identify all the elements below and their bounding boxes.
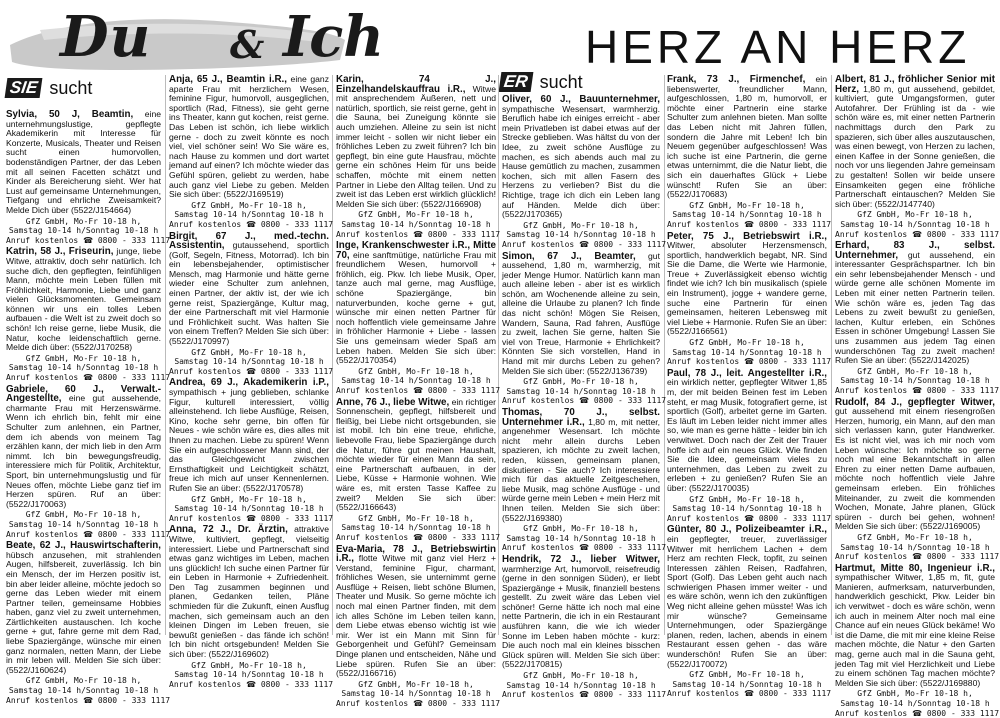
personal-ad <box>169 230 334 377</box>
ad-contact-footer <box>835 689 1000 718</box>
footer-call-label: Anruf kostenlos <box>336 532 414 542</box>
personal-ad <box>336 240 501 396</box>
footer-hours: Samstag 10-14 h/Sonntag 10-18 h <box>672 210 822 220</box>
ad-body: 1,80 m, gut aussehend, gebildet, kultiviert, gute Umgangsformen, guter Autofahrer. Der Frühling ist da - wie schön wäre es, mit einer netten Partnerin nachmittags durch den Park zu spazieren, sich über alles auszutauschen, was einen bewegt, von Herzen zu lachen, einen Kaffee in der Sonne genießen, die noch vor uns liegenden Jahre gemeinsam zu gestalten! Sollen wir beide unsere Einsamkeiten gegen eine fröhliche Partnerschaft eintauschen? Melden Sie sich über: (5522/J147740) <box>835 83 995 209</box>
footer-call <box>502 239 667 250</box>
footer-hours: Samstag 10-14 h/Sonntag 10-18 h <box>174 504 324 514</box>
footer-call-label: Anruf kostenlos <box>502 690 580 700</box>
footer-call-label: Anruf kostenlos <box>336 229 414 239</box>
footer-hours: Samstag 10-14 h/Sonntag 10-18 h <box>341 376 491 386</box>
ad-body: junge, liebe Witwe, attraktiv, doch sehr natürlich. Ich suche dich, den gepflegten, feinfühligen Mann, möchte mein Leben füllen mit Fröhlichkeit, Harmonie, Liebe und ganz vielen Glücksmomenten. Gemeinsam können wir uns ein tolles Leben aufbauen - die Welt ist zu zweit doch so schön! Ich reise gerne, liebe Musik, die Natur, koche leidenschaftlich gerne. Melde dich über: (5522/J170258) <box>6 246 161 353</box>
ad-text <box>502 555 660 670</box>
footer-phone-number: 0800 - 333 1117 <box>97 373 171 383</box>
footer-company: GfZ GmbH, Mo-Fr 10-18 h, <box>358 679 474 689</box>
column-divider <box>165 75 166 635</box>
footer-phone-number: 0800 - 333 1117 <box>260 366 334 376</box>
ad-contact-footer <box>502 524 667 553</box>
personal-ad <box>667 524 832 699</box>
footer-company: GfZ GmbH, Mo-Fr 10-18 h, <box>25 353 142 363</box>
personal-ad <box>835 562 1000 718</box>
footer-call <box>835 552 1000 562</box>
ad-text <box>336 241 496 366</box>
ad-title: Simon, 67 J., Beamter, <box>502 250 636 262</box>
footer-call-label: Anruf kostenlos <box>667 513 745 523</box>
ad-text <box>835 564 995 689</box>
ad-contact-footer <box>169 494 334 524</box>
footer-call-label: Anruf kostenlos <box>169 219 247 229</box>
footer-company: GfZ GmbH, Mo-Fr 10-18 h, <box>857 689 973 699</box>
footer-phone-number: 0800 - 333 1117 <box>260 679 334 689</box>
footer-call-label: Anruf kostenlos <box>835 552 913 562</box>
footer-call <box>6 373 171 383</box>
personal-ad <box>835 74 1000 239</box>
footer-call <box>169 679 334 690</box>
footer-call <box>502 396 667 406</box>
column-divider <box>332 75 333 635</box>
footer-hours: Samstag 10-14 h/Sonntag 10-18 h <box>840 542 990 552</box>
footer-call <box>336 229 501 240</box>
ad-body: attraktive Witwe, kultiviert, gepflegt, vielseitig interessiert. Liebe und Partnerschaft sind etwas ganz wichtiges im Leben, machen uns glücklich! Ich suche einen Partner für ein Leben in Harmonie + Zufriedenheit. Den Tag zusammen beginnen und planen, Gedanken teilen, Pläne schmieden für die Zukunft, einen Ausflug machen, sich gemeinsam auch an den kleinen Dingen im Leben freuen, sie bewußt genießen - das fände ich schön! Ich bin nicht ortsgebunden! Melden Sie sich über: (5522/J169602) <box>169 524 329 660</box>
footer-phone-number: 0800 - 333 1117 <box>97 235 171 245</box>
footer-call-label: Anruf kostenlos <box>667 219 745 229</box>
ad-contact-footer <box>6 216 171 246</box>
footer-company: GfZ GmbH, Mo-Fr 10-18 h, <box>689 338 805 348</box>
ad-title: Paul, 78 J., leit. Angestellter i.R., <box>667 367 827 379</box>
footer-phone-number: 0800 - 333 1117 <box>758 219 832 229</box>
ad-title: Inge, Krankenschwester i.R., Mitte 70, <box>336 240 496 261</box>
ad-title: Albert, 81 J., fröhlicher Senior mit Herz, <box>835 74 995 95</box>
ad-contact-footer <box>502 220 667 250</box>
footer-company: GfZ GmbH, Mo-Fr 10-18 h, <box>523 220 639 230</box>
phone-icon: ☎ <box>744 689 755 699</box>
footer-call-label: Anruf kostenlos <box>336 699 414 708</box>
footer-call <box>667 357 832 367</box>
footer-call <box>169 513 334 524</box>
ad-text <box>169 525 329 659</box>
personal-ad <box>502 94 667 250</box>
footer-phone-number: 0800 - 333 1117 <box>260 219 334 229</box>
ad-contact-footer <box>6 353 171 383</box>
personal-ad <box>502 250 667 407</box>
footer-phone-number: 0800 - 333 1117 <box>427 386 501 395</box>
ad-title: Günter, 80 J., Polizeibeamter i.R., <box>667 524 827 536</box>
footer-company: GfZ GmbH, Mo-Fr 10-18 h, <box>25 510 142 520</box>
personal-ad <box>336 543 501 709</box>
personal-ad <box>502 553 667 700</box>
header-du: Du <box>60 4 152 70</box>
footer-hours: Samstag 10-14 h/Sonntag 10-18 h <box>840 376 990 386</box>
footer-hours: Samstag 10-14 h/Sonntag 10-18 h <box>174 670 324 680</box>
footer-call <box>6 235 171 246</box>
footer-company: GfZ GmbH, Mo-Fr 10-18 h, <box>523 377 639 387</box>
personal-ad <box>169 377 334 523</box>
ad-contact-footer <box>169 660 334 690</box>
personal-ad <box>169 524 334 689</box>
ad-body: 1,80 m, mit netter, angenehmer Wesensart. Ich möchte nicht mehr allein durchs Leben spazieren, ich möchte zu zweit lachen, reden, küssen, gemeinsam planen, diskutieren - Sie auch? Ich interessiere mich für das aktuelle Zeitgeschehen, liebe Musik, mag schöne Ausflüge - und würde gerne mein Leben + mein Herz mit Ihnen teilen. Melden Sie sich über: (5522/J169380) <box>502 416 660 523</box>
section-er-sucht <box>500 72 583 92</box>
ad-contact-footer <box>835 532 1000 562</box>
ad-title: Sylvia, 50 J, Beamtin, <box>6 109 134 120</box>
ad-title: Karin, 74 J., Einzelhandelskauffrau i.R., <box>336 74 496 95</box>
ad-title: Katrin, 58 J., Friseurin, <box>6 246 114 258</box>
footer-phone-number: 0800 - 333 1117 <box>260 513 334 523</box>
footer-call <box>835 386 1000 396</box>
ad-title: Hartmut, Mitte 80, Ingenieur i.R., <box>835 562 995 574</box>
ad-title: Peter, 75 J., Betriebswirt i.R., <box>667 230 827 242</box>
footer-hours: Samstag 10-14 h/Sonntag 10-18 h <box>8 519 159 529</box>
ad-contact-footer <box>835 210 1000 239</box>
column-divider <box>831 75 832 635</box>
personal-ad <box>835 396 1000 562</box>
footer-call-label: Anruf kostenlos <box>6 695 84 705</box>
footer-company: GfZ GmbH, Mo-Fr 10-18 h, <box>523 671 639 681</box>
ad-title: Birgit, 67 J., med.-techn. Assistentin, <box>169 230 329 252</box>
ad-body: ein wirklich netter, gepflegter Witwer 1,85 m, der mit beiden Beinen fest im Leben steht, er mag Musik, fotografiert gerne, ist sportlich (Golf), arbeitet gerne im Garten. Es läuft im Leben leider nicht immer alles so, wie man es gerne hätte - leider bin ich verwitwet. Doch nach der Zeit der Trauer hoffe ich auf ein neues Glück. Wie finden Sie die Idee, gemeinsam vieles zu unternehmen, das Leben zu zweit zu erleben + zu genießen? Rufen Sie an über: (5522/J170035) <box>667 377 827 493</box>
phone-icon: ☎ <box>413 386 424 395</box>
ad-contact-footer <box>336 366 501 396</box>
ad-title: Andrea, 69 J., Akademikerin i.P., <box>169 377 329 389</box>
footer-company: GfZ GmbH, Mo-Fr 10-18 h, <box>358 366 474 376</box>
ad-text <box>835 241 995 366</box>
phone-icon: ☎ <box>246 513 257 523</box>
footer-hours: Samstag 10-14 h/Sonntag 10-18 h <box>341 689 491 699</box>
footer-company: GfZ GmbH, Mo-Fr 10-18 h, <box>25 216 142 226</box>
section-sie-sucht <box>6 78 92 98</box>
phone-icon: ☎ <box>83 373 94 383</box>
footer-hours: Samstag 10-14 h/Sonntag 10-18 h <box>8 363 159 373</box>
footer-company: GfZ GmbH, Mo-Fr 10-18 h, <box>689 670 805 680</box>
footer-call-label: Anruf kostenlos <box>502 543 580 553</box>
footer-phone-number: 0800 - 333 1117 <box>593 690 667 700</box>
ad-title: Gabriele, 60 J., Verwalt.-Angestellte, <box>6 383 161 405</box>
ad-body: sympathisch + jung geblieben, schlanke Figur, kulturell interessiert, völlig alleinstehend. Ich liebe Ausflüge, Reisen, Kino, koche sehr gerne, bin offen für Neues - wie schön wäre es, dies alles mit Ihnen zu machen. Liebe zu spüren! Wenn Sie ein aufgeschlossener Mann sind, der das Gleichgewicht zwischen Ernsthaftigkeit und Leichtigkeit schätzt, freue ich mich auf unser Kennenlernen. Rufen Sie an über: (5522/J170578) <box>169 387 329 493</box>
footer-company: GfZ GmbH, Mo-Fr 10-18 h, <box>689 200 805 210</box>
ad-contact-footer <box>835 366 1000 396</box>
footer-call-label: Anruf kostenlos <box>6 235 84 245</box>
ad-title: Rudolf, 84 J., gepflegter Witwer, <box>835 396 995 408</box>
phone-icon: ☎ <box>744 219 755 229</box>
footer-call-label: Anruf kostenlos <box>667 689 745 699</box>
footer-hours: Samstag 10-14 h/Sonntag 10-18 h <box>506 533 656 543</box>
footer-company: GfZ GmbH, Mo-Fr 10-18 h, <box>857 366 973 376</box>
ad-contact-footer <box>667 670 832 699</box>
phone-icon: ☎ <box>246 366 257 376</box>
footer-call-label: Anruf kostenlos <box>502 239 580 249</box>
phone-icon: ☎ <box>579 690 590 700</box>
footer-phone-number: 0800 - 333 1117 <box>758 357 832 367</box>
footer-call <box>336 532 501 543</box>
footer-phone-number: 0800 - 333 1117 <box>97 695 171 705</box>
footer-company: GfZ GmbH, Mo-Fr 10-18 h, <box>191 494 307 504</box>
ad-body: eine ganz aparte Frau mit herzlichem Wesen, feminine Figur, humorvoll, ausgeglichen, sportlich (Rad, Fitness), sie geht gerne ins Theater, kann gut kochen, reist gerne. Das Leben ist schön, ich liebe wirklich gerne - doch zu zweit könnte es noch viel, viel schöner sein! Wo Sie wäre es, nach Hause zu kommen und dort wartet jemand auf einen? Ich möchte wieder das Gefühl spüren, geliebt zu werden, habe auch ganz viel Liebe zu geben. Melden Sie sich über: (5522/J169519) <box>169 74 329 200</box>
personal-ad <box>336 396 501 543</box>
ad-body: gut aussehend, ein interessanter Gesprächspartner. Ich bin ein sehr lebensbejahender Mensch - und würde gerne alle schönen Momente im Leben mit einer netten Partnerin teilen. Wie schön wäre es, jeden Tag das Lebens zu zweit bewußt zu genießen, lachen, Kultur erleben, ein Schönes Essen in schöner Umgebung! Lassen Sie uns zusammen aus jedem Tag einen wunderschönen Tag zu zweit machen! Rufen Sie an über: (5522/J142025) <box>835 249 995 366</box>
ad-contact-footer <box>169 347 334 377</box>
ad-contact-footer <box>336 679 501 709</box>
footer-phone-number: 0800 - 333 1117 <box>926 552 1000 562</box>
footer-phone-number: 0800 - 333 1117 <box>427 699 501 708</box>
header-ich: Ich <box>283 4 385 70</box>
ad-title: Beate, 62 J., Hauswirtschafterin, <box>6 540 161 552</box>
personal-ad <box>502 407 667 553</box>
phone-icon: ☎ <box>744 357 755 367</box>
footer-hours: Samstag 10-14 h/Sonntag 10-18 h <box>506 230 656 240</box>
footer-call-label: Anruf kostenlos <box>169 679 247 689</box>
footer-phone-number: 0800 - 333 1117 <box>593 396 667 406</box>
ad-text <box>336 398 496 513</box>
footer-hours: Samstag 10-14 h/Sonntag 10-18 h <box>840 219 990 229</box>
footer-company: GfZ GmbH, Mo-Fr 10-18 h, <box>191 660 307 670</box>
phone-icon: ☎ <box>83 695 94 705</box>
phone-icon: ☎ <box>246 679 257 689</box>
phone-icon: ☎ <box>246 219 257 229</box>
footer-call-label: Anruf kostenlos <box>835 229 913 239</box>
footer-phone-number: 0800 - 333 1117 <box>926 708 1000 718</box>
footer-call <box>169 366 334 377</box>
footer-hours: Samstag 10-14 h/Sonntag 10-18 h <box>341 523 491 533</box>
ad-body: ein liebenswerter, freundlicher Mann, aufgeschlossen, 1,80 m, humorvoll, er möchte einer Partnerin eine starke Schulter zum anlehnen bieten. Man sollte das Leben nicht mit Jahren füllen, sondern die Jahre mit Leben! Ich bin Neuem gegenüber aufgeschlossen! Was ich suche ist eine Partnerin, die gerne etwas unternimmt, die die Natur liebt, die sich ein dauerhaftes Glück + Liebe wünscht! Rufen Sie an über: (5522/J170683) <box>667 74 827 200</box>
footer-call-label: Anruf kostenlos <box>835 708 913 718</box>
ad-title: Anna, 72 J., Dr. Ärztin, <box>169 524 288 536</box>
ad-title: Eva-Maria, 78 J., Betriebswirtin i.R., <box>336 543 496 565</box>
footer-call <box>667 689 832 699</box>
personal-ad <box>6 383 171 540</box>
footer-hours: Samstag 10-14 h/Sonntag 10-18 h <box>174 210 324 220</box>
phone-icon: ☎ <box>413 532 424 542</box>
ad-text <box>6 110 161 216</box>
footer-hours: Samstag 10-14 h/Sonntag 10-18 h <box>174 357 324 367</box>
ad-body: eine gut aussehende, charmante Frau mit Herzenswärme. Wenn ich ehrlich bin, fehlt mir eine Schulter zum anlehnen, ein Partner, dem ich abends von meinem Tag erzählen kann, der mich lieb in den Arm nimmt. Ich bin bewegungsfreudig, interessiere mich für Politik, Architektur, Sport, bin unternehmungslustig und für Neues offen, möchte Liebe ganz tief im Herzen spüren. Ruf an über: (5522/J170063) <box>6 393 161 509</box>
footer-call-label: Anruf kostenlos <box>835 386 913 395</box>
phone-icon: ☎ <box>83 529 94 539</box>
footer-phone-number: 0800 - 333 1117 <box>97 529 171 539</box>
footer-call-label: Anruf kostenlos <box>336 386 414 395</box>
footer-call <box>667 513 832 524</box>
personal-ad <box>6 246 171 383</box>
footer-company: GfZ GmbH, Mo-Fr 10-18 h, <box>25 676 142 686</box>
column-divider <box>498 75 499 635</box>
footer-company: GfZ GmbH, Mo-Fr 10-18 h, <box>358 210 474 220</box>
ad-column-4 <box>502 94 667 700</box>
ad-contact-footer <box>169 200 334 230</box>
personal-ad <box>6 540 171 705</box>
ad-body: gutaussehend, sportlich (Golf, Segeln, Fitness, Motorrad). Ich bin ein lebensbejahender, optimistischer Mensch, mag Harmonie und hätte gerne wieder eine Schulter zum anlehnen, einen Partner, der aktiv ist, der wie ich gerne reist, Spaziergänge, Kultur mag, der eine Partnerschaft mit viel Harmonie und Fröhlichkeit sucht. Was halten Sie von einem Treffen? Melden Sie sich über: (5522/J170997) <box>169 240 329 347</box>
footer-phone-number: 0800 - 333 1117 <box>926 386 1000 395</box>
ad-text <box>835 398 995 532</box>
footer-phone-number: 0800 - 333 1117 <box>758 689 832 699</box>
header-ampersand: & <box>230 22 265 67</box>
footer-call <box>667 219 832 230</box>
ad-text <box>667 75 827 200</box>
ad-text <box>667 232 827 338</box>
ad-text <box>169 378 329 493</box>
footer-call-label: Anruf kostenlos <box>169 513 247 523</box>
footer-company: GfZ GmbH, Mo-Fr 10-18 h, <box>358 513 474 523</box>
ad-text <box>169 232 329 347</box>
footer-company: GfZ GmbH, Mo-Fr 10-18 h, <box>857 532 973 542</box>
ad-body: sympathischer Witwer, 1,85 m, fit, gute Manieren, aufmerksam, naturverbunden, handwerklich geschickt, Pkw. Leider bin ich verwitwet - doch es wäre schön, wenn ich auch in meinem Alter noch mal eine Chance auf ein neues Glück bekäme! Wo ist die Dame, die mit mir eine kleine Reise machen möchte, die Natur + den Garten mag, gerne auch mal in die Sauna geht, jeden Tag mit viel Herzlichkeit und Liebe zu einem schönen Tag machen möchte? Melden Sie sich über: (5522/J169880) <box>835 572 995 688</box>
section-word: sucht <box>539 72 583 92</box>
ad-body: Witwer, absoluter Herzensmensch, sportlich, handwerklich begabt, NR. Sind Sie die Dame, die Werte wie Harmonie, Treue + Zuverlässigkeit ebenso wichtig findet wie ich? Ich bin musikalisch (spiele ein Instrument), jogge + wandere gerne, suche eine Partnerin für einen gemeinsamen, heiteren Lebensweg mit viel Liebe + Harmonie. Rufen Sie an über: (5522/J166561) <box>667 240 827 337</box>
footer-call <box>502 690 667 700</box>
ad-text <box>502 95 660 220</box>
ad-text <box>667 525 827 669</box>
ad-column-5 <box>667 74 832 699</box>
footer-phone-number: 0800 - 333 1117 <box>593 239 667 249</box>
ad-body: gut aussehend mit einem riesengroßen Herzen, humorig, ein Mann, auf den man sich verlassen kann, guter Handwerker. Es ist nicht viel, was ich mir noch vom Leben wünsche: Ich möchte so gerne noch mal eine Bekanntschaft in allen Ehren zu einer netten Dame aufbauen, möchte noch hoffentlich viele Jahre gemeinsam erleben. Ein fröhliches Miteinander, zu zweit die kommenden Wochen, Monate, Jahre planen, Glück spüren - durch bei gehen, wohnen! Melden Sie sich über: (5522/J169005) <box>835 406 995 532</box>
personal-ad <box>6 109 171 245</box>
ad-body: ein gepflegter, treuer, zuverlässiger Witwer mit herrlichem Lachen + dem Herz am rechten Fleck, topfit, zu seinen Interessen zählen Reisen, Radfahren, Sport (Golf). Das Leben geht auch nach schwierigen Phasen immer weiter - und es wäre schön, wenn ich den zukünftigen Weg nicht alleine gehen müsste! Was ich mir wünsche? Gemeinsame Unternehmungen, oder Spaziergänge planen, reden, lachen, abends in einem Restaurant essen gehen - das wäre wunderschön! Rufen Sie an über: (5522/J170072) <box>667 533 827 669</box>
phone-icon: ☎ <box>744 513 755 523</box>
footer-call <box>336 699 501 709</box>
phone-icon: ☎ <box>912 552 923 562</box>
footer-phone-number: 0800 - 333 1117 <box>427 532 501 542</box>
footer-phone-number: 0800 - 333 1117 <box>427 229 501 239</box>
personal-ad <box>667 74 832 230</box>
footer-call <box>6 529 171 540</box>
ad-text <box>169 75 329 200</box>
ad-text <box>502 408 660 523</box>
ad-contact-footer <box>336 513 501 543</box>
footer-call-label: Anruf kostenlos <box>6 373 84 383</box>
footer-phone-number: 0800 - 333 1117 <box>758 513 832 523</box>
footer-hours: Samstag 10-14 h/Sonntag 10-18 h <box>341 219 491 229</box>
phone-icon: ☎ <box>912 708 923 718</box>
section-word: sucht <box>49 78 93 98</box>
phone-icon: ☎ <box>579 543 590 553</box>
ad-body: ein richtiger Sonnenschein, gepflegt, hilfsbereit und fleißig, bei Liebe nicht ortsgebunden, sie ist mobil. Ich bin eine treue, ehrliche, liebevolle Frau, liebe Spaziergänge durch die Natur, führe gut meinen Haushalt, möchte wieder für einen Mann da sein, eine Partnerschaft aufbauen, in der Liebe, Küsse + Harmonie wohnen. Wie wäre es, mit ersten Tasse Kaffee zu zweit? Melden Sie sich über: (5522/J166643) <box>336 396 497 513</box>
ad-body: gut aussehend, 1,80 m, warmherzig, mit jeder Menge Humor. Natürlich kann man auch alleine leben - aber ist es wirklich schön, am Wochenende alleine zu sein, alleine die Urlaube zu planen? Ich finde das nicht schön! Mögen Sie Reisen, Wandern, Sauna, Rad fahren, Ausflüge zu zweit, lachen Sie gerne, halten Sie viel von Treue, Harmonie + Ehrlichkeit? Könnten Sie sich vorstellen, Hand in Hand mit mir durchs Leben zu gehen? Melden Sie sich über: (5522/J136739) <box>502 250 660 376</box>
ad-column-1 <box>6 109 171 705</box>
ad-text <box>6 541 161 675</box>
footer-call <box>502 543 667 553</box>
ad-contact-footer <box>502 671 667 700</box>
ad-title: Hendrik, 72 J., lieber Witwer, <box>502 553 660 565</box>
ad-column-2 <box>169 74 334 689</box>
footer-call <box>835 708 1000 718</box>
ad-text <box>667 369 827 494</box>
phone-icon: ☎ <box>579 239 590 249</box>
footer-company: GfZ GmbH, Mo-Fr 10-18 h, <box>689 494 805 504</box>
ad-text <box>835 75 995 209</box>
section-tag: ER <box>499 72 533 92</box>
personal-ad <box>667 367 832 524</box>
ad-title: Frank, 73 J., Firmenchef, <box>667 74 806 85</box>
ad-title: Anja, 65 J., Beamtin i.R., <box>169 74 287 85</box>
footer-phone-number: 0800 - 333 1117 <box>593 543 667 553</box>
section-tag: SIE <box>5 78 43 98</box>
footer-hours: Samstag 10-14 h/Sonntag 10-18 h <box>8 686 159 696</box>
footer-call <box>169 219 334 230</box>
footer-hours: Samstag 10-14 h/Sonntag 10-18 h <box>672 504 822 514</box>
footer-call-label: Anruf kostenlos <box>169 366 247 376</box>
ad-title: Thomas, 70 J., selbst. Unternehmer i.R., <box>502 407 660 428</box>
footer-company: GfZ GmbH, Mo-Fr 10-18 h, <box>523 524 639 534</box>
footer-hours: Samstag 10-14 h/Sonntag 10-18 h <box>506 386 656 396</box>
footer-hours: Samstag 10-14 h/Sonntag 10-18 h <box>672 679 822 689</box>
personal-ad <box>835 240 1000 396</box>
ad-title: Erhard, 83 J., selbst. Unternehmer, <box>835 240 995 261</box>
phone-icon: ☎ <box>912 386 923 395</box>
ad-contact-footer <box>667 338 832 367</box>
footer-company: GfZ GmbH, Mo-Fr 10-18 h, <box>857 210 973 220</box>
ad-body: flotte Witwe mit ganz viel Herz + Verstand, feminine Figur, charmant, fröhliches Wesen, sie unternimmt gerne Ausflüge + Reisen, liebt schöne Blumen, Theater und Musik. So gerne möchte ich noch mal einen Partner finden, mit dem ich alles Schöne im Leben teilen kann, dem Liebe etwas ebenso wichtig ist wie mir. Wer ist ein Mann mit Sinn für Geborgenheit und Gefühl? Gemeinsam Dinge planen und entscheiden, Nähe und Liebe spüren. Rufen Sie an über: (5522/J166716) <box>336 553 496 679</box>
phone-icon: ☎ <box>579 396 590 406</box>
ad-body: eine unternehmungslustige, gepflegte Akademikerin mit Interesse für Konzerte, Musicals, Theater und Reisen sucht einen humorvollen, bodenständigen Partner, der das Leben mit all seinen Facetten schätzt und Kinder als Bereicherung sieht. Wer hat Lust auf gemeinsame Unternehmungen, Tiefgang und ehrliche Zweisamkeit? Melde Dich über (5522/J154664) <box>6 109 161 215</box>
footer-call-label: Anruf kostenlos <box>6 529 84 539</box>
phone-icon: ☎ <box>912 229 923 239</box>
footer-call-label: Anruf kostenlos <box>502 396 580 406</box>
ad-text <box>336 75 496 209</box>
footer-hours: Samstag 10-14 h/Sonntag 10-18 h <box>8 226 159 236</box>
ad-text <box>502 252 660 377</box>
ad-text <box>6 247 161 353</box>
ad-title: Oliver, 60 J., Bauunternehmer, <box>502 94 660 105</box>
ad-column-3 <box>336 74 501 708</box>
personal-ad <box>667 230 832 367</box>
ad-contact-footer <box>667 494 832 524</box>
phone-icon: ☎ <box>413 699 424 708</box>
phone-icon: ☎ <box>413 229 424 239</box>
ad-body: Witwe mit ansprechendem Äußeren, nett und natürlich, sportlich, sie reist gerne, geht in die Sauna, bei Zuneigung könnte sie auch umziehen. Alleine zu sein ist nicht immer leicht - sollen wir nicht lieber ein fröhliches Leben zu zweit führen? Ich bin gepflegt, bin eine gute Hausfrau, möchte gerne ein schönes Heim für uns beide schaffen, möchte mit einem netten Partner in Liebe den Alltag teilen. Und zu zweit ist das Leben erst wirklich glücklich! Melden Sie sich über: (5522/J166908) <box>336 83 497 209</box>
footer-call <box>835 229 1000 240</box>
footer-call <box>6 695 171 706</box>
personal-ad <box>336 74 501 239</box>
ad-contact-footer <box>336 210 501 239</box>
ad-contact-footer <box>6 676 171 705</box>
footer-phone-number: 0800 - 333 1117 <box>926 229 1000 239</box>
ad-contact-footer <box>502 377 667 406</box>
ad-body: sympathische Wesensart, warmherzig. Beruflich habe ich einiges erreicht - aber mein Privatleben ist dabei etwas auf der Strecke geblieben. Was hältst du von der Idee, zu zweit schöne Ausflüge zu machen, es sich abends auch mal zu Hause gemütlich zu machen, zusammen kochen, sich mit allen Fasern des Herzens zu verlieben? Bist du die Richtige, trage ich dich ein Leben lang auf Händen. Melde dich über: (5522/J170365) <box>502 103 660 220</box>
footer-hours: Samstag 10-14 h/Sonntag 10-18 h <box>506 680 656 690</box>
ad-body: hübsch anzusehen, mit strahlenden Augen, hilfsbereit, zuverlässig. Ich bin ein Mensch, der im Herzen positiv ist, bin aber leider alleine, möchte jedoch so gerne das Leben wieder mit einem Partner teilen, gemeinsame Hobbies haben, ganz viel zu zweit unternehmen, Zärtlichkeiten austauschen. Ich koche gerne + gut, fahre gerne mit dem Rad, liebe Spaziergänge, wünsche mir einen ganz normalen, netten Mann, der Liebe in mir leben will. Melden Sie sich über: (5522/J160624) <box>6 549 161 675</box>
ad-contact-footer <box>6 510 171 539</box>
header-herz-an-herz: HERZ AN HERZ <box>585 21 971 73</box>
ad-text <box>336 545 496 679</box>
ad-contact-footer <box>667 200 832 230</box>
ad-title: Anne, 76 J., liebe Witwe, <box>336 396 450 408</box>
footer-hours: Samstag 10-14 h/Sonntag 10-18 h <box>672 347 822 357</box>
personal-ad <box>169 74 334 230</box>
ad-body: eine sanftmütige, natürliche Frau mit freundlichem Wesen, humorvoll + fröhlich, eig. Pkw. Ich liebe Musik, Oper, tanze auch mal gerne, mag Ausflüge, schöne Spaziergänge, bin naturverbunden, koche gerne + gut, wünsche mir einen netten Partner für noch hoffentlich viele gemeinsame Jahre in fröhlicher Harmonie + Liebe - lassen Sie uns gemeinsam wieder Spaß am Leben haben. Melden Sie sich über: (5522/J170354) <box>336 249 496 366</box>
footer-company: GfZ GmbH, Mo-Fr 10-18 h, <box>191 347 307 357</box>
ad-column-6 <box>835 74 1000 718</box>
footer-call-label: Anruf kostenlos <box>667 357 745 367</box>
phone-icon: ☎ <box>83 235 94 245</box>
footer-call <box>336 386 501 396</box>
footer-company: GfZ GmbH, Mo-Fr 10-18 h, <box>191 200 307 210</box>
ad-text <box>6 385 161 510</box>
footer-hours: Samstag 10-14 h/Sonntag 10-18 h <box>840 699 990 708</box>
ad-body: warmherzige Art, humorvoll, reisefreudig (gerne in den sonnigen Süden), er liebt Spaziergänge + Musik, finanziell bestens gestellt. Zu zweit wäre das Leben viel schöner! Gerne hätte ich noch mal eine nette Partnerin, die ich in ein Restaurant ausführen kann, die wie ich wieder Sonne im Leben haben möchte - kurz: Die auch noch mal ein kleines bisschen Glück spüren will. Melden Sie sich über: (5522/J170815) <box>502 563 660 670</box>
